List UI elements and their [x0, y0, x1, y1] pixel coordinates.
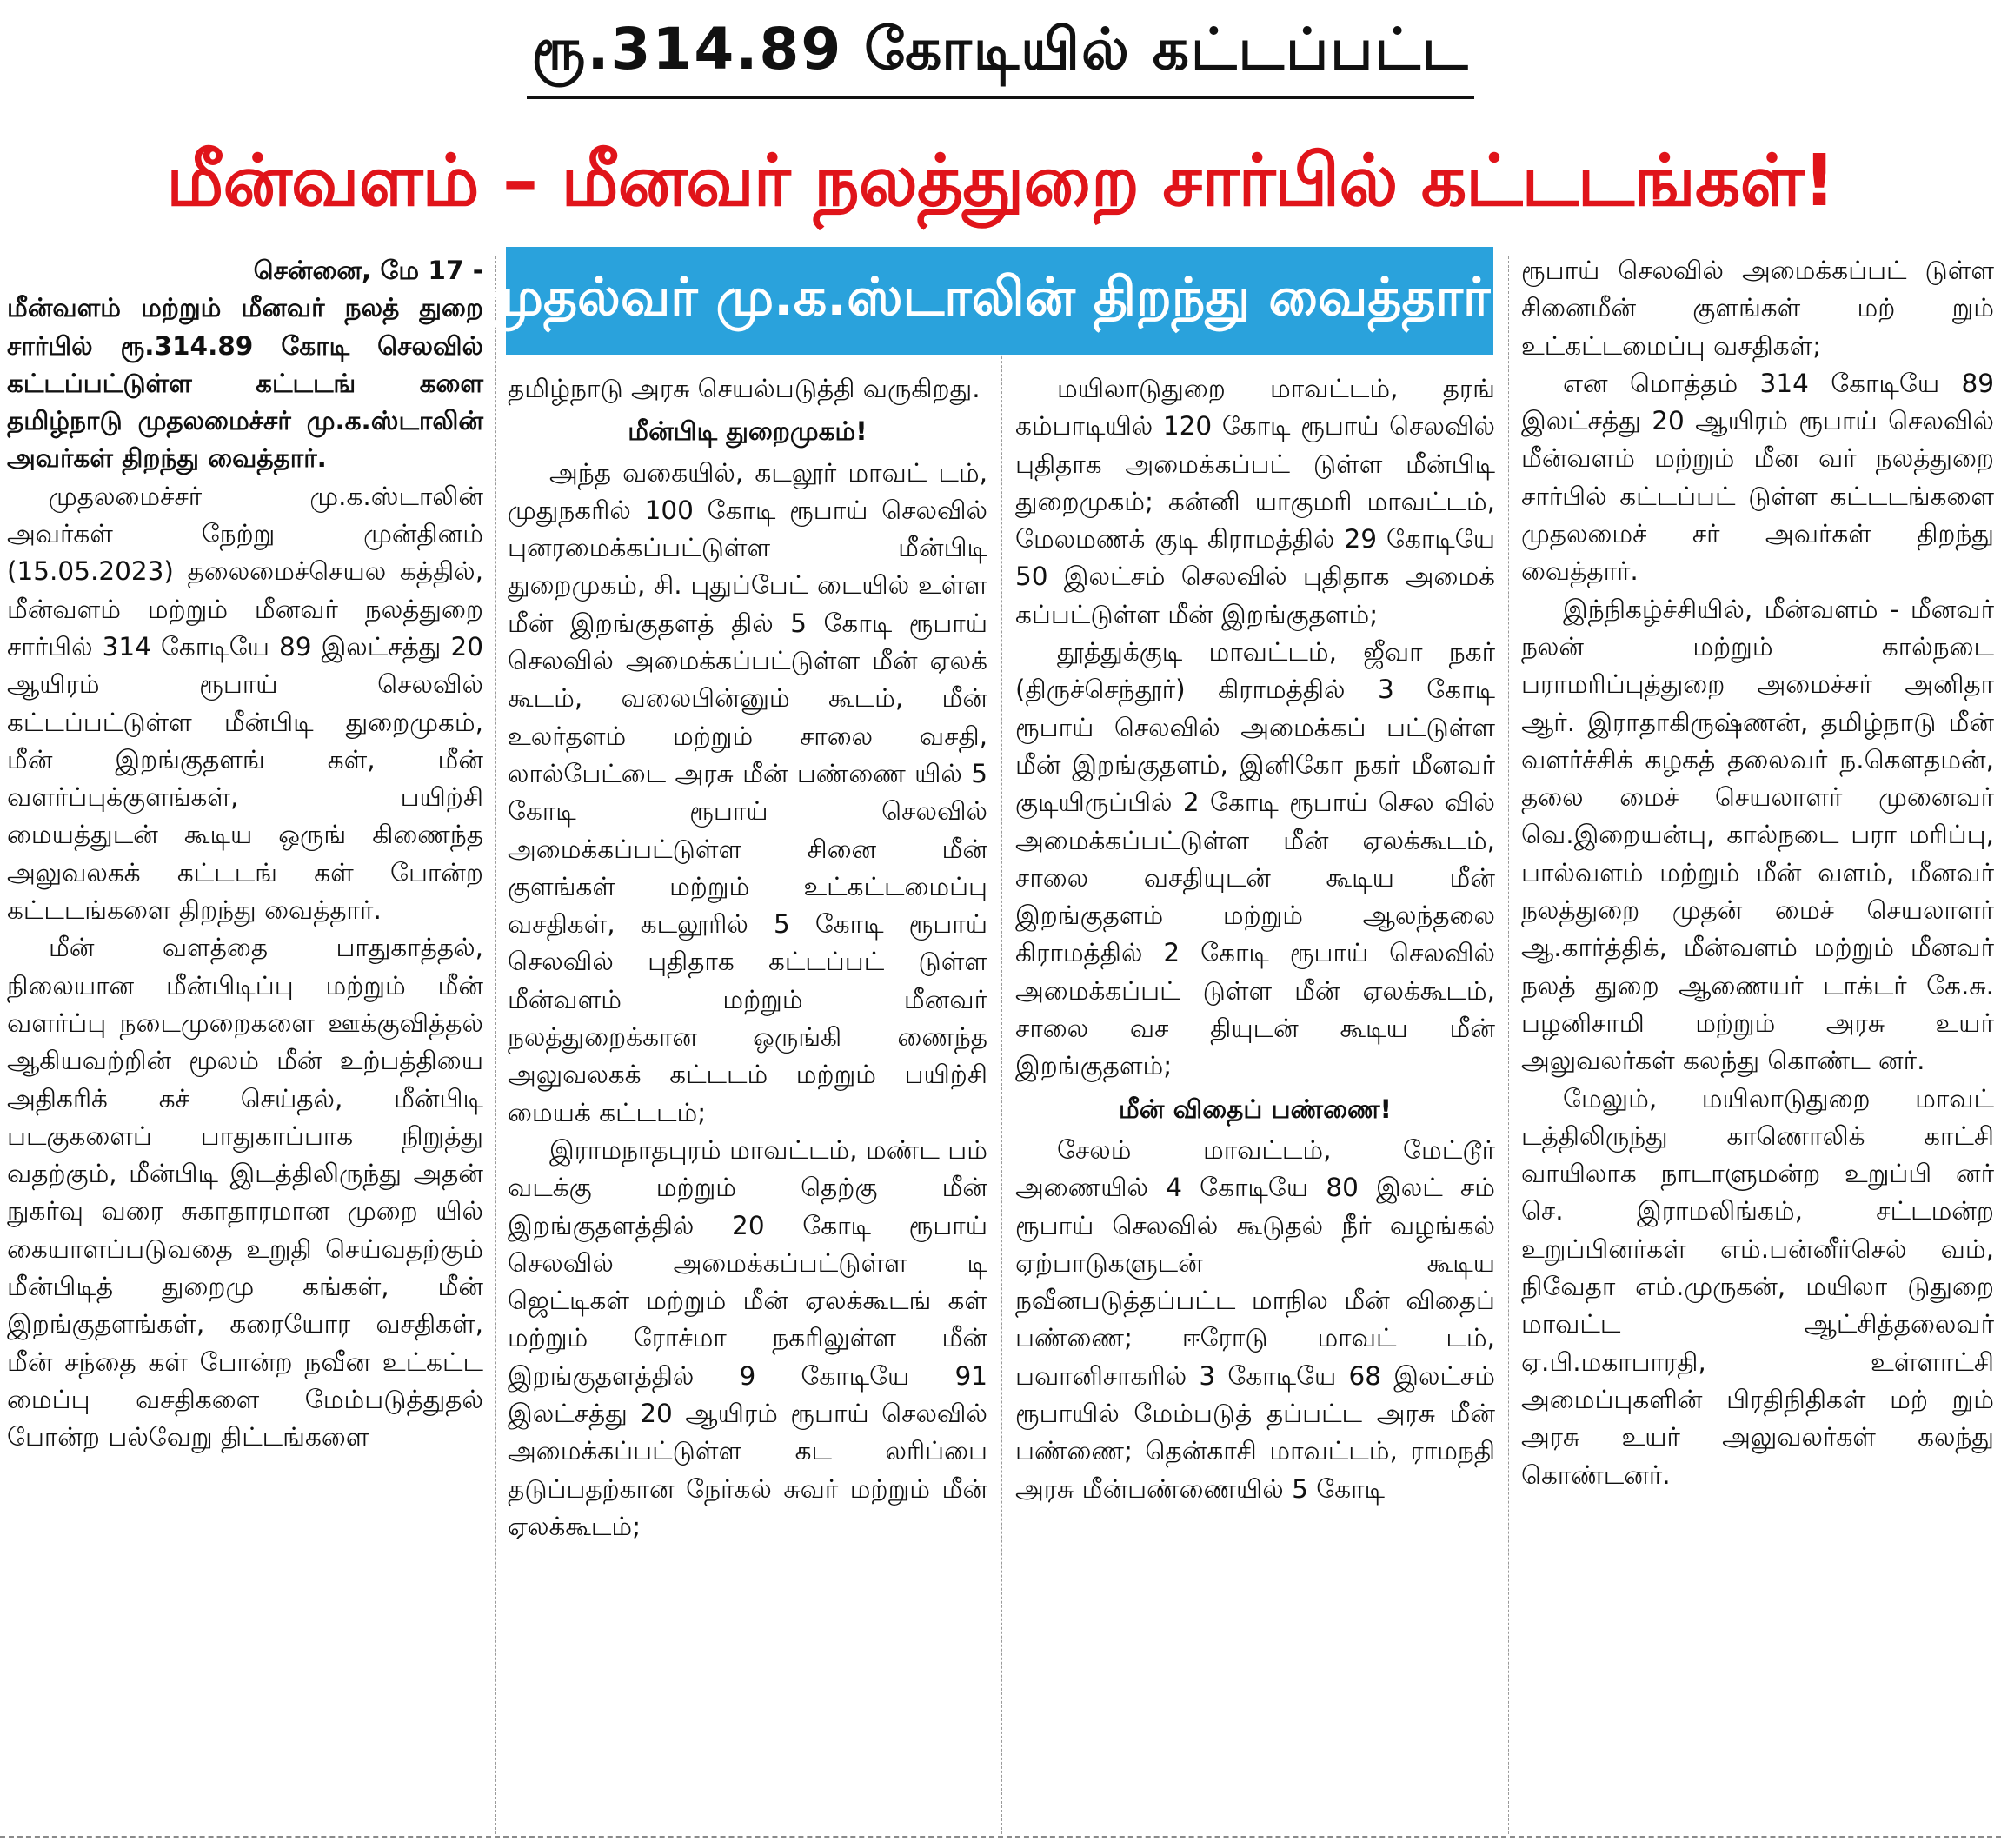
- subheadline-banner: [485, 247, 1514, 355]
- column-divider: [1001, 256, 1002, 1834]
- kicker-text: ரூ.314.89 கோடியில் கட்டப்பட்ட: [527, 9, 1475, 99]
- kicker-line: [0, 9, 2001, 99]
- article-column-1: [7, 252, 483, 1457]
- column-divider: [495, 256, 496, 1834]
- paragraph: மேலும், மயிலாடுதுறை மாவட் டத்திலிருந்து காணொலிக் காட்சி வாயிலாக நாடாளுமன்ற உறுப்பி னர் செ. இராமலிங்கம், சட்டமன்ற உறுப்பினர்கள் எம்.பன்னீர்செல் வம், நிவேதா எம்.முருகன், மயிலா டுதுறை மாவட்ட ஆட்சித்தலைவர் ஏ.பி.மகாபாரதி, உள்ளாட்சி அமைப்புகளின் பிரதிநிதிகள் மற் றும் அரசு உயர் அலுவலர்கள் கலந்து கொண்டனர்.: [1521, 1083, 1994, 1490]
- headline: மீன்வளம் – மீனவர் நலத்துறை சார்பில் கட்டடங்கள்!: [166, 140, 1835, 223]
- article-column-3: [1015, 370, 1495, 1508]
- paragraph: ரூபாய் செலவில் அமைக்கப்பட் டுள்ள சினைமீன் குளங்கள் மற் றும் உட்கட்டமைப்பு வசதிகள்;: [1521, 256, 1994, 361]
- section-subhead: மீன்பிடி துறைமுகம்!: [628, 416, 868, 447]
- article-column-2: [508, 370, 987, 1546]
- section-subhead: மீன் விதைப் பண்ணை!: [1118, 1094, 1392, 1124]
- paragraph: தூத்துக்குடி மாவட்டம், ஜீவா நகர் (திருச்செந்தூர்) கிராமத்தில் 3 கோடி ரூபாய் செலவில் அமைக்கப் பட்டுள்ள மீன் இறங்குதளம், இனிகோ நகர் மீனவர் குடியிருப்பில் 2 கோடி ரூபாய் செல வில் அமைக்கப்பட்டுள்ள மீன் ஏலக்கூடம், சாலை வசதியுடன் கூடிய மீன் இறங்குதளம் மற்றும் ஆலந்தலை கிராமத்தில் 2 கோடி ரூபாய் செலவில் அமைக்கப்பட் டுள்ள மீன் ஏலக்கூடம், சாலை வச தியுடன் கூடிய மீன் இறங்குதளம்;: [1015, 637, 1495, 1081]
- paragraph: தமிழ்நாடு அரசு செயல்படுத்தி வருகிறது.: [508, 374, 981, 403]
- column-divider: [1508, 256, 1509, 1834]
- paragraph: முதலமைச்சர் மு.க.ஸ்டாலின் அவர்கள் நேற்று முன்தினம் (15.05.2023) தலைமைச்செயல கத்தில், மீன்வளம் மற்றும் மீனவர் நலத்துறை சார்பில் 314 கோடியே 89 இலட்சத்து 20 ஆயிரம் ரூபாய் செலவில் கட்டப்பட்டுள்ள மீன்பிடி துறைமுகம், மீன் இறங்குதளங் கள், மீன் வளர்ப்புக்குளங்கள், பயிற்சி மையத்துடன் கூடிய ஒருங் கிணைந்த அலுவலகக் கட்டடங் கள் போன்ற கட்டடங்களை திறந்து வைத்தார்.: [7, 481, 483, 926]
- banner-text: முதல்வர் மு.க.ஸ்டாலின் திறந்து வைத்தார்!: [485, 267, 1514, 328]
- paragraph: என மொத்தம் 314 கோடியே 89 இலட்சத்து 20 ஆயிரம் ரூபாய் செலவில் மீன்வளம் மற்றும் மீன வர் நலத்துறை சார்பில் கட்டப்பட் டுள்ள கட்டடங்களை முதலமைச் சர் அவர்கள் திறந்து வைத்தார்.: [1521, 368, 1994, 587]
- lead-paragraph: மீன்வளம் மற்றும் மீனவர் நலத் துறை சார்பில் ரூ.314.89 கோடி செலவில் கட்டப்பட்டுள்ள கட்டடங் களை தமிழ்நாடு முதலமைச்சர் மு.க.ஸ்டாலின் அவர்கள் திறந்து வைத்தார்.: [7, 293, 483, 474]
- article-column-4: [1521, 252, 1994, 1494]
- paragraph: சேலம் மாவட்டம், மேட்டூர் அணையில் 4 கோடியே 80 இலட் சம் ரூபாய் செலவில் கூடுதல் நீர் வழங்கல் ஏற்பாடுகளுடன் கூடிய நவீனபடுத்தப்பட்ட மாநில மீன் விதைப் பண்ணை; ஈரோடு மாவட் டம், பவானிசாகரில் 3 கோடியே 68 இலட்சம் ரூபாயில் மேம்படுத் தப்பட்ட அரசு மீன் பண்ணை; தென்காசி மாவட்டம், ராமநதி அரசு மீன்பண்ணையில் 5 கோடி: [1015, 1134, 1495, 1504]
- paragraph: அந்த வகையில், கடலூர் மாவட் டம், முதுநகரில் 100 கோடி ரூபாய் செலவில் புனரமைக்கப்பட்டுள்ள மீன்பிடி துறைமுகம், சி. புதுப்பேட் டையில் உள்ள மீன் இறங்குதளத் தில் 5 கோடி ரூபாய் செலவில் அமைக்கப்பட்டுள்ள மீன் ஏலக் கூடம், வலைபின்னும் கூடம், மீன் உலர்தளம் மற்றும் சாலை வசதி, லால்பேட்டை அரசு மீன் பண்ணை யில் 5 கோடி ரூபாய் செலவில் அமைக்கப்பட்டுள்ள சினை மீன் குளங்கள் மற்றும் உட்கட்டமைப்பு வசதிகள், கடலூரில் 5 கோடி ரூபாய் செலவில் புதிதாக கட்டப்பட் டுள்ள மீன்வளம் மற்றும் மீனவர் நலத்துறைக்கான ஒருங்கி ணைந்த அலுவலகக் கட்டடம் மற்றும் பயிற்சி மையக் கட்டடம்;: [508, 457, 987, 1127]
- paragraph: இந்நிகழ்ச்சியில், மீன்வளம் - மீனவர் நலன் மற்றும் கால்நடை பராமரிப்புத்துறை அமைச்சர் அனிதா ஆர். இராதாகிருஷ்ணன், தமிழ்நாடு மீன் வளர்ச்சிக் கழகத் தலைவர் ந.கௌதமன், தலை மைச் செயலாளர் முனைவர் வெ.இறையன்பு, கால்நடை பரா மரிப்பு, பால்வளம் மற்றும் மீன் வளம், மீனவர் நலத்துறை முதன் மைச் செயலாளர் ஆ.கார்த்திக், மீன்வளம் மற்றும் மீனவர் நலத் துறை ஆணையர் டாக்டர் கே.சு. பழனிசாமி மற்றும் அரசு உயர் அலுவலர்கள் கலந்து கொண்ட னர்.: [1521, 594, 1994, 1076]
- paragraph: மயிலாடுதுறை மாவட்டம், தரங் கம்பாடியில் 120 கோடி ரூபாய் செலவில் புதிதாக அமைக்கப்பட் டுள்ள மீன்பிடி துறைமுகம்; கன்னி யாகுமரி மாவட்டம், மேலமணக் குடி கிராமத்தில் 29 கோடியே 50 இலட்சம் செலவில் புதிதாக அமைக் கப்பட்டுள்ள மீன் இறங்குதளம்;: [1015, 374, 1495, 629]
- bottom-divider: [0, 1836, 2001, 1838]
- paragraph: இராமநாதபுரம் மாவட்டம், மண்ட பம் வடக்கு மற்றும் தெற்கு மீன் இறங்குதளத்தில் 20 கோடி ரூபாய் செலவில் அமைக்கப்பட்டுள்ள டி ஜெட்டிகள் மற்றும் மீன் ஏலக்கூடங் கள் மற்றும் ரோச்மா நகரிலுள்ள மீன் இறங்குதளத்தில் 9 கோடியே 91 இலட்சத்து 20 ஆயிரம் ரூபாய் செலவில் அமைக்கப்பட்டுள்ள கட லரிப்பை தடுப்பதற்கான நேர்கல் சுவர் மற்றும் மீன் ஏலக்கூடம்;: [508, 1134, 987, 1541]
- dateline: சென்னை, மே 17 -: [253, 256, 483, 285]
- paragraph: மீன் வளத்தை பாதுகாத்தல், நிலையான மீன்பிடிப்பு மற்றும் மீன் வளர்ப்பு நடைமுறைகளை ஊக்குவித்தல் ஆகியவற்றின் மூலம் மீன் உற்பத்தியை அதிகரிக் கச் செய்தல், மீன்பிடி படகுகளைப் பாதுகாப்பாக நிறுத்து வதற்கும், மீன்பிடி இடத்திலிருந்து அதன் நுகர்வு வரை சுகாதாரமான முறை யில் கையாளப்படுவதை உறுதி செய்வதற்கும் மீன்பிடித் துறைமு கங்கள், மீன் இறங்குதளங்கள், கரையோர வசதிகள், மீன் சந்தை கள் போன்ற நவீன உட்கட்ட மைப்பு வசதிகளை மேம்படுத்துதல் போன்ற பல்வேறு திட்டங்களை: [7, 933, 483, 1452]
